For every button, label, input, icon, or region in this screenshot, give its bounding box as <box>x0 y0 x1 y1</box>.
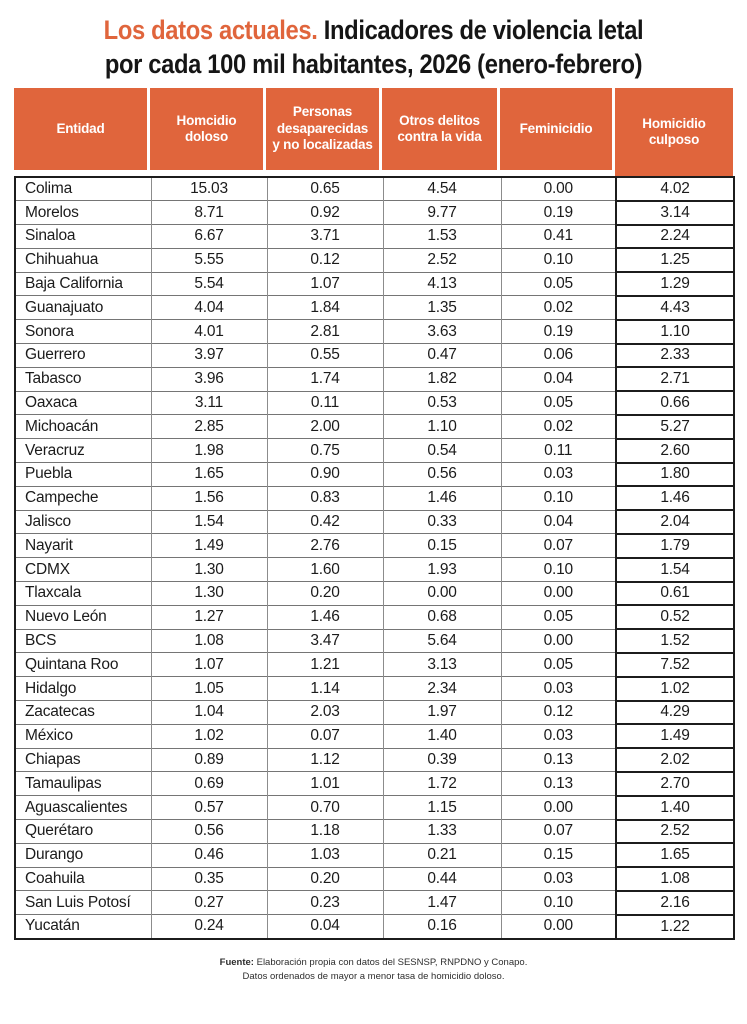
value-cell: 0.15 <box>383 534 501 558</box>
table-row <box>15 344 734 368</box>
table-row <box>15 486 734 510</box>
value-cell: 1.65 <box>616 843 734 867</box>
table-header-row <box>14 88 733 176</box>
source-label: Fuente: <box>219 956 254 968</box>
value-cell: 5.64 <box>383 629 501 653</box>
value-cell: 0.11 <box>267 391 383 415</box>
table-row <box>15 915 734 939</box>
value-cell: 1.97 <box>383 701 501 725</box>
value-cell: 0.15 <box>501 843 616 867</box>
value-cell: 1.12 <box>267 748 383 772</box>
value-cell: 0.92 <box>267 201 383 225</box>
column-header: Homicidio culposo <box>615 88 733 176</box>
value-cell: 1.01 <box>267 772 383 796</box>
value-cell: 0.04 <box>501 510 616 534</box>
column-header: Homcidio doloso <box>150 88 266 170</box>
value-cell: 0.12 <box>267 248 383 272</box>
entity-cell: San Luis Potosí <box>15 891 151 915</box>
value-cell: 1.35 <box>383 296 501 320</box>
value-cell: 8.71 <box>151 201 267 225</box>
value-cell: 1.40 <box>616 796 734 820</box>
value-cell: 4.01 <box>151 320 267 344</box>
value-cell: 0.10 <box>501 486 616 510</box>
source-line <box>0 956 747 970</box>
value-cell: 0.06 <box>501 344 616 368</box>
value-cell: 0.20 <box>267 582 383 606</box>
value-cell: 0.10 <box>501 558 616 582</box>
value-cell: 3.11 <box>151 391 267 415</box>
value-cell: 0.90 <box>267 463 383 487</box>
title-line-2: por cada 100 mil habitantes, 2026 (enero-febrero) <box>104 49 643 79</box>
value-cell: 0.23 <box>267 891 383 915</box>
value-cell: 0.00 <box>501 915 616 939</box>
title-accent: Los datos actuales. <box>103 15 318 45</box>
value-cell: 1.80 <box>616 463 734 487</box>
value-cell: 0.19 <box>501 201 616 225</box>
value-cell: 0.56 <box>383 463 501 487</box>
entity-cell: Guanajuato <box>15 296 151 320</box>
value-cell: 3.63 <box>383 320 501 344</box>
value-cell: 3.96 <box>151 367 267 391</box>
value-cell: 0.00 <box>501 796 616 820</box>
value-cell: 2.24 <box>616 225 734 249</box>
value-cell: 1.02 <box>151 724 267 748</box>
value-cell: 4.13 <box>383 272 501 296</box>
value-cell: 0.07 <box>267 724 383 748</box>
value-cell: 1.08 <box>616 867 734 891</box>
value-cell: 2.33 <box>616 344 734 368</box>
value-cell: 0.56 <box>151 820 267 844</box>
entity-cell: México <box>15 724 151 748</box>
table-row <box>15 439 734 463</box>
value-cell: 1.82 <box>383 367 501 391</box>
value-cell: 3.14 <box>616 201 734 225</box>
title-line-1 <box>45 13 702 47</box>
entity-cell: BCS <box>15 629 151 653</box>
value-cell: 1.46 <box>383 486 501 510</box>
value-cell: 0.05 <box>501 391 616 415</box>
value-cell: 0.54 <box>383 439 501 463</box>
value-cell: 1.02 <box>616 677 734 701</box>
column-header: Entidad <box>14 88 150 170</box>
value-cell: 1.72 <box>383 772 501 796</box>
entity-cell: Oaxaca <box>15 391 151 415</box>
table-row <box>15 796 734 820</box>
value-cell: 5.27 <box>616 415 734 439</box>
table-row <box>15 415 734 439</box>
value-cell: 0.52 <box>616 605 734 629</box>
value-cell: 0.10 <box>501 248 616 272</box>
value-cell: 0.20 <box>267 867 383 891</box>
value-cell: 1.03 <box>267 843 383 867</box>
value-cell: 0.16 <box>383 915 501 939</box>
value-cell: 2.03 <box>267 701 383 725</box>
value-cell: 4.04 <box>151 296 267 320</box>
value-cell: 1.60 <box>267 558 383 582</box>
value-cell: 0.47 <box>383 344 501 368</box>
value-cell: 2.16 <box>616 891 734 915</box>
table-row <box>15 582 734 606</box>
value-cell: 0.04 <box>501 367 616 391</box>
value-cell: 1.98 <box>151 439 267 463</box>
entity-cell: Quintana Roo <box>15 653 151 677</box>
value-cell: 5.54 <box>151 272 267 296</box>
value-cell: 1.74 <box>267 367 383 391</box>
value-cell: 1.84 <box>267 296 383 320</box>
table-row <box>15 867 734 891</box>
value-cell: 1.05 <box>151 677 267 701</box>
table-row <box>15 248 734 272</box>
value-cell: 1.79 <box>616 534 734 558</box>
value-cell: 1.08 <box>151 629 267 653</box>
entity-cell: Baja California <box>15 272 151 296</box>
value-cell: 1.10 <box>616 320 734 344</box>
value-cell: 0.68 <box>383 605 501 629</box>
value-cell: 0.69 <box>151 772 267 796</box>
entity-cell: Sonora <box>15 320 151 344</box>
value-cell: 0.42 <box>267 510 383 534</box>
table-row <box>15 772 734 796</box>
table-rows <box>15 177 734 939</box>
value-cell: 0.27 <box>151 891 267 915</box>
value-cell: 0.13 <box>501 748 616 772</box>
value-cell: 1.53 <box>383 225 501 249</box>
value-cell: 0.05 <box>501 653 616 677</box>
table-row <box>15 748 734 772</box>
value-cell: 0.12 <box>501 701 616 725</box>
value-cell: 4.02 <box>616 177 734 201</box>
entity-cell: Nayarit <box>15 534 151 558</box>
value-cell: 0.21 <box>383 843 501 867</box>
value-cell: 0.83 <box>267 486 383 510</box>
table-row <box>15 605 734 629</box>
value-cell: 1.07 <box>151 653 267 677</box>
entity-cell: Chihuahua <box>15 248 151 272</box>
table-footnote <box>0 956 747 984</box>
entity-cell: Colima <box>25 180 73 198</box>
entity-cell: Coahuila <box>15 867 151 891</box>
value-cell: 2.52 <box>383 248 501 272</box>
value-cell: 1.25 <box>616 248 734 272</box>
table-row <box>15 534 734 558</box>
value-cell: 0.19 <box>501 320 616 344</box>
table-row <box>15 225 734 249</box>
value-cell: 1.15 <box>383 796 501 820</box>
value-cell: 0.10 <box>501 891 616 915</box>
value-cell: 1.10 <box>383 415 501 439</box>
value-cell: 1.93 <box>383 558 501 582</box>
value-cell: 0.44 <box>383 867 501 891</box>
source-text: Elaboración propia con datos del SESNSP, RNPDNO y Conapo. <box>253 956 528 968</box>
table-row <box>15 677 734 701</box>
value-cell: 1.49 <box>616 724 734 748</box>
entity-cell: Tabasco <box>15 367 151 391</box>
value-cell: 0.03 <box>501 463 616 487</box>
table-row <box>15 367 734 391</box>
entity-cell: Guerrero <box>15 344 151 368</box>
value-cell: 4.43 <box>616 296 734 320</box>
value-cell: 0.07 <box>501 820 616 844</box>
value-cell: 0.46 <box>151 843 267 867</box>
value-cell: 0.03 <box>501 677 616 701</box>
value-cell: 2.00 <box>267 415 383 439</box>
value-cell: 0.24 <box>151 915 267 939</box>
value-cell: 1.14 <box>267 677 383 701</box>
entity-cell: Yucatán <box>15 915 151 939</box>
entity-cell: CDMX <box>15 558 151 582</box>
value-cell: 1.21 <box>267 653 383 677</box>
indicators-table <box>14 88 733 940</box>
entity-cell: Tamaulipas <box>15 772 151 796</box>
value-cell: 1.29 <box>616 272 734 296</box>
entity-cell: Morelos <box>15 201 151 225</box>
entity-cell: Querétaro <box>15 820 151 844</box>
entity-cell: Aguascalientes <box>15 796 151 820</box>
table-row <box>15 701 734 725</box>
value-cell: 1.22 <box>616 915 734 939</box>
value-cell: 1.18 <box>267 820 383 844</box>
table-row <box>15 510 734 534</box>
value-cell: 0.03 <box>501 724 616 748</box>
value-cell: 2.76 <box>267 534 383 558</box>
value-cell: 1.49 <box>151 534 267 558</box>
table-row <box>15 558 734 582</box>
value-cell: 4.29 <box>616 701 734 725</box>
value-cell: 2.71 <box>616 367 734 391</box>
entity-cell: Sinaloa <box>15 225 151 249</box>
value-cell: 1.56 <box>151 486 267 510</box>
value-cell: 3.97 <box>151 344 267 368</box>
table-row <box>15 201 734 225</box>
value-cell: 3.71 <box>267 225 383 249</box>
title-rest: Indicadores de violencia letal <box>317 15 644 45</box>
table-row <box>15 463 734 487</box>
value-cell: 2.60 <box>616 439 734 463</box>
column-header: Personas desaparecidas y no localizadas <box>266 88 382 170</box>
column-header: Feminicidio <box>500 88 615 170</box>
value-cell: 0.41 <box>501 225 616 249</box>
value-cell: 0.70 <box>267 796 383 820</box>
value-cell: 6.67 <box>151 225 267 249</box>
table-row <box>15 724 734 748</box>
value-cell: 0.39 <box>383 748 501 772</box>
value-cell: 2.02 <box>616 748 734 772</box>
value-cell: 2.85 <box>151 415 267 439</box>
table-body <box>14 176 735 940</box>
value-cell: 5.55 <box>151 248 267 272</box>
value-cell: 0.00 <box>383 582 501 606</box>
value-cell: 1.30 <box>151 558 267 582</box>
value-cell: 0.13 <box>501 772 616 796</box>
table-row <box>15 177 734 201</box>
value-cell: 1.54 <box>616 558 734 582</box>
entity-cell: Durango <box>15 843 151 867</box>
value-cell: 1.54 <box>151 510 267 534</box>
table-row <box>15 843 734 867</box>
table-row <box>15 629 734 653</box>
entity-cell: Tlaxcala <box>15 582 151 606</box>
order-note: Datos ordenados de mayor a menor tasa de homicidio doloso. <box>242 970 505 982</box>
entity-cell: Puebla <box>15 463 151 487</box>
value-cell: 0.11 <box>501 439 616 463</box>
value-cell: 0.00 <box>501 177 616 201</box>
value-cell: 0.66 <box>616 391 734 415</box>
value-cell: 0.65 <box>267 177 383 201</box>
value-cell: 2.70 <box>616 772 734 796</box>
table-row <box>15 891 734 915</box>
value-cell: 2.81 <box>267 320 383 344</box>
table-row <box>15 320 734 344</box>
value-cell: 9.77 <box>383 201 501 225</box>
value-cell: 2.52 <box>616 820 734 844</box>
entity-cell: Hidalgo <box>15 677 151 701</box>
value-cell: 0.00 <box>501 582 616 606</box>
page-title <box>0 0 747 81</box>
entity-cell: Jalisco <box>15 510 151 534</box>
value-cell: 4.54 <box>383 177 501 201</box>
entity-cell: Nuevo León <box>15 605 151 629</box>
value-cell: 1.46 <box>267 605 383 629</box>
value-cell: 0.55 <box>267 344 383 368</box>
table-row <box>15 820 734 844</box>
column-header: Otros delitos contra la vida <box>382 88 500 170</box>
value-cell: 0.75 <box>267 439 383 463</box>
value-cell: 0.33 <box>383 510 501 534</box>
value-cell: 0.57 <box>151 796 267 820</box>
value-cell: 0.35 <box>151 867 267 891</box>
value-cell: 1.33 <box>383 820 501 844</box>
value-cell: 7.52 <box>616 653 734 677</box>
table-row <box>15 296 734 320</box>
value-cell: 1.07 <box>267 272 383 296</box>
table-row <box>15 272 734 296</box>
value-cell: 1.47 <box>383 891 501 915</box>
table-row <box>15 391 734 415</box>
value-cell: 15.03 <box>151 177 267 201</box>
value-cell: 1.46 <box>616 486 734 510</box>
value-cell: 1.52 <box>616 629 734 653</box>
value-cell: 2.04 <box>616 510 734 534</box>
value-cell: 1.30 <box>151 582 267 606</box>
value-cell: 2.34 <box>383 677 501 701</box>
value-cell: 0.02 <box>501 415 616 439</box>
value-cell: 0.03 <box>501 867 616 891</box>
table-row <box>15 653 734 677</box>
value-cell: 0.53 <box>383 391 501 415</box>
entity-cell: Zacatecas <box>15 701 151 725</box>
value-cell: 0.05 <box>501 605 616 629</box>
value-cell: 0.61 <box>616 582 734 606</box>
value-cell: 3.13 <box>383 653 501 677</box>
value-cell: 1.65 <box>151 463 267 487</box>
value-cell: 0.07 <box>501 534 616 558</box>
entity-cell: Veracruz <box>15 439 151 463</box>
value-cell: 0.04 <box>267 915 383 939</box>
entity-cell: Michoacán <box>15 415 151 439</box>
value-cell: 1.04 <box>151 701 267 725</box>
value-cell: 0.89 <box>151 748 267 772</box>
value-cell: 0.00 <box>501 629 616 653</box>
value-cell: 0.05 <box>501 272 616 296</box>
value-cell: 1.40 <box>383 724 501 748</box>
entity-cell: Campeche <box>15 486 151 510</box>
value-cell: 1.27 <box>151 605 267 629</box>
value-cell: 0.02 <box>501 296 616 320</box>
entity-cell: Chiapas <box>15 748 151 772</box>
value-cell: 3.47 <box>267 629 383 653</box>
